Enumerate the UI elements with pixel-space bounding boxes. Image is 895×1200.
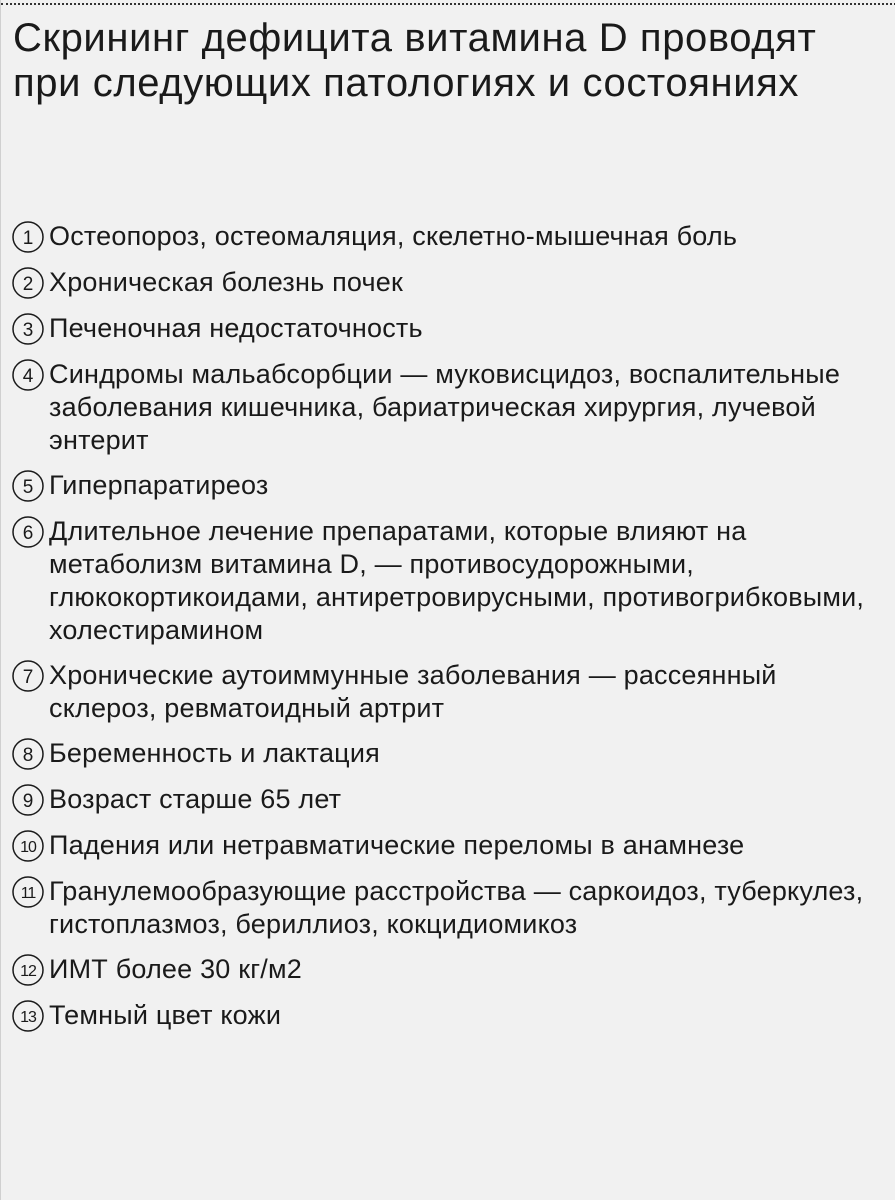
list-item-text: Синдромы мальабсорбции — муковисцидоз, воспалительные заболевания кишечника, бариатрическая хирургия, лучевой энтерит [49,359,841,455]
svg-text:2: 2 [22,274,34,295]
list-item-text: Темный цвет кожи [49,1000,282,1030]
svg-text:11: 11 [20,885,36,902]
svg-text:6: 6 [22,523,34,544]
list-item [11,469,881,503]
list-item [11,515,881,647]
list-item [11,266,881,300]
list-item [11,829,881,863]
list-item-text: Печеночная недостаточность [49,313,423,343]
list-item-text: ИМТ более 30 кг/м2 [49,954,302,984]
list-item-text: Беременность и лактация [49,738,380,768]
circled-number-3 [11,312,45,346]
circled-number-2 [11,266,45,300]
page-title: Скрининг дефицита витамина D проводят при следующих патологиях и состояниях [13,16,817,105]
svg-text:5: 5 [22,477,34,498]
circled-number-4 [11,358,45,392]
list-item-text: Гранулемообразующие расстройства — саркоидоз, туберкулез, гистоплазмоз, бериллиоз, кокцидиомикоз [49,876,864,939]
svg-text:9: 9 [22,791,34,812]
svg-text:3: 3 [22,320,34,341]
circled-number-5 [11,469,45,503]
list-item-text: Хроническая болезнь почек [49,267,404,297]
svg-text:13: 13 [20,1009,36,1026]
list-item-text: Длительное лечение препаратами, которые влияют на метаболизм витамина D, — противосудорожными, глюкокортикоидами, антиретровирусными, противогрибковыми, холестирамином [49,516,865,645]
list-item-text: Остеопороз, остеомаляция, скелетно-мышечная боль [49,221,738,251]
list-item-text: Возраст старше 65 лет [49,784,342,814]
list-item [11,875,881,941]
svg-text:10: 10 [20,839,36,856]
circled-number-12 [11,953,45,987]
circled-number-8 [11,737,45,771]
list-item [11,312,881,346]
svg-text:4: 4 [22,366,34,387]
list-item-text: Гиперпаратиреоз [49,470,269,500]
list-item [11,358,881,457]
circled-number-1 [11,220,45,254]
circled-number-13 [11,999,45,1033]
svg-text:1: 1 [22,228,34,249]
top-dotted-rule [1,3,895,5]
conditions-list [11,220,881,1045]
list-item [11,783,881,817]
list-item [11,953,881,987]
circled-number-11 [11,875,45,909]
list-item [11,220,881,254]
circled-number-9 [11,783,45,817]
list-item-text: Падения или нетравматические переломы в анамнезе [49,830,745,860]
circled-number-10 [11,829,45,863]
list-item [11,999,881,1033]
list-item [11,737,881,771]
list-item [11,659,881,725]
list-item-text: Хронические аутоиммунные заболевания — рассеянный склероз, ревматоидный артрит [49,660,777,723]
circled-number-7 [11,659,45,693]
svg-text:7: 7 [22,667,34,688]
svg-text:12: 12 [20,963,36,980]
circled-number-6 [11,515,45,549]
svg-text:8: 8 [22,745,34,766]
